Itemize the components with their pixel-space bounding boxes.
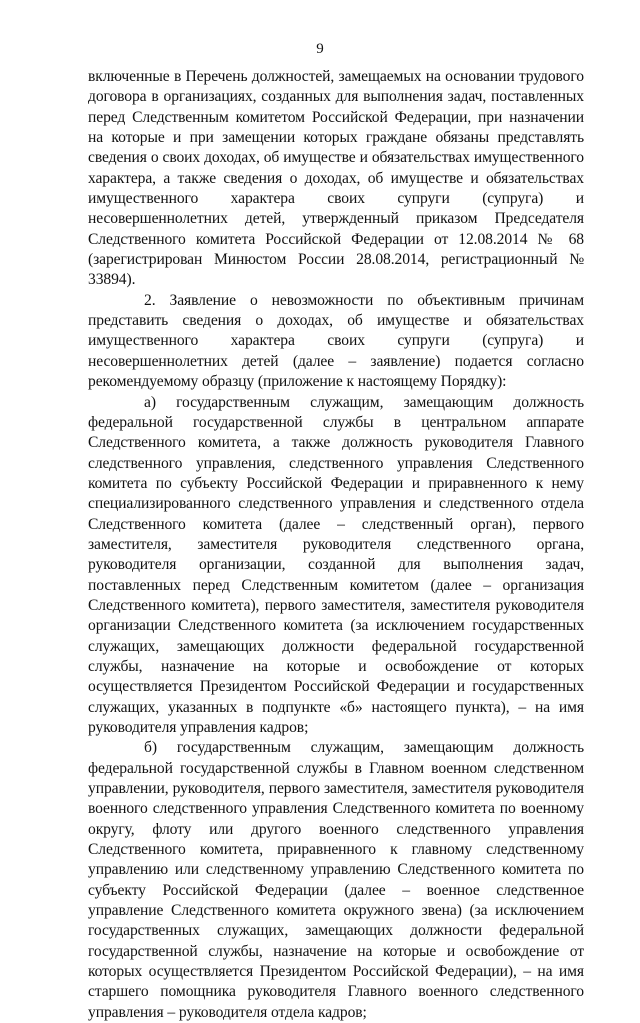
paragraph-subitem-a: а) государственным служащим, замещающим должность федеральной государственной службы в центральном аппарате Следственного комитета, а также должность руководителя Главного следственного управления, следственного управления Следственного комитета по субъекту Российской Федерации и приравненного к нему специализированного следственного управления и следственного отдела Следственного комитета (далее – следственный орган), первого заместителя, заместителя руководителя следственного органа, руководителя организации, созданной для выполнения задач, поставленных перед Следственным комитетом (далее – организация Следственного комитета), первого заместителя, заместителя руководителя организации Следственного комитета (за исключением государственных служащих, замещающих должности федеральной государственной службы, назначение на которые и освобождение от которых осуществляется Президентом Российской Федерации и государственных служащих, указанных в подпункте «б» настоящего пункта), – на имя руководителя управления кадров; [88,393,584,736]
page-number: 9 [316,41,324,57]
paragraph-subitem-b: б) государственным служащим, замещающим должность федеральной государственной службы в Главном военном следственном управлении, руководителя, первого заместителя, заместителя руководителя военного следственного управления Следственного комитета по военному округу, флоту или другого военного следственного управления Следственного комитета, приравненного к главному следственному управлению или следственному управлению Следственного комитета по субъекту Российской Федерации (далее – военное следственное управление Следственного комитета окружного звена) (за исключением государственных служащих, замещающих должности федеральной государственной службы, назначение на которые и освобождение от которых осуществляется Президентом Российской Федерации), – на имя старшего помощника руководителя Главного военного следственного управления – руководителя отдела кадров; [88,739,584,1021]
paragraph-continuation: включенные в Перечень должностей, замещаемых на основании трудового договора в организациях, созданных для выполнения задач, поставленных перед Следственным комитетом Российской Федерации, при назначении на которые и при замещении которых граждане обязаны представлять сведения о своих доходах, об имуществе и обязательствах имущественного характера, а также сведения о доходах, об имуществе и обязательствах имущественного характера своих супруги (супруга) и несовершеннолетних детей, утвержденный приказом Председателя Следственного комитета Российской Федерации от 12.08.2014 № 68 (зарегистрирован Минюстом России 28.08.2014, регистрационный № 33894). [88,68,584,289]
document-body [88,67,584,1023]
paragraph-item-2: 2. Заявление о невозможности по объективным причинам представить сведения о доходах, об имуществе и обязательствах имущественного характера своих супруги (супруга) и несовершеннолетних детей (далее – заявление) подается согласно рекомендуемому образцу (приложение к настоящему Порядку): [88,291,584,391]
